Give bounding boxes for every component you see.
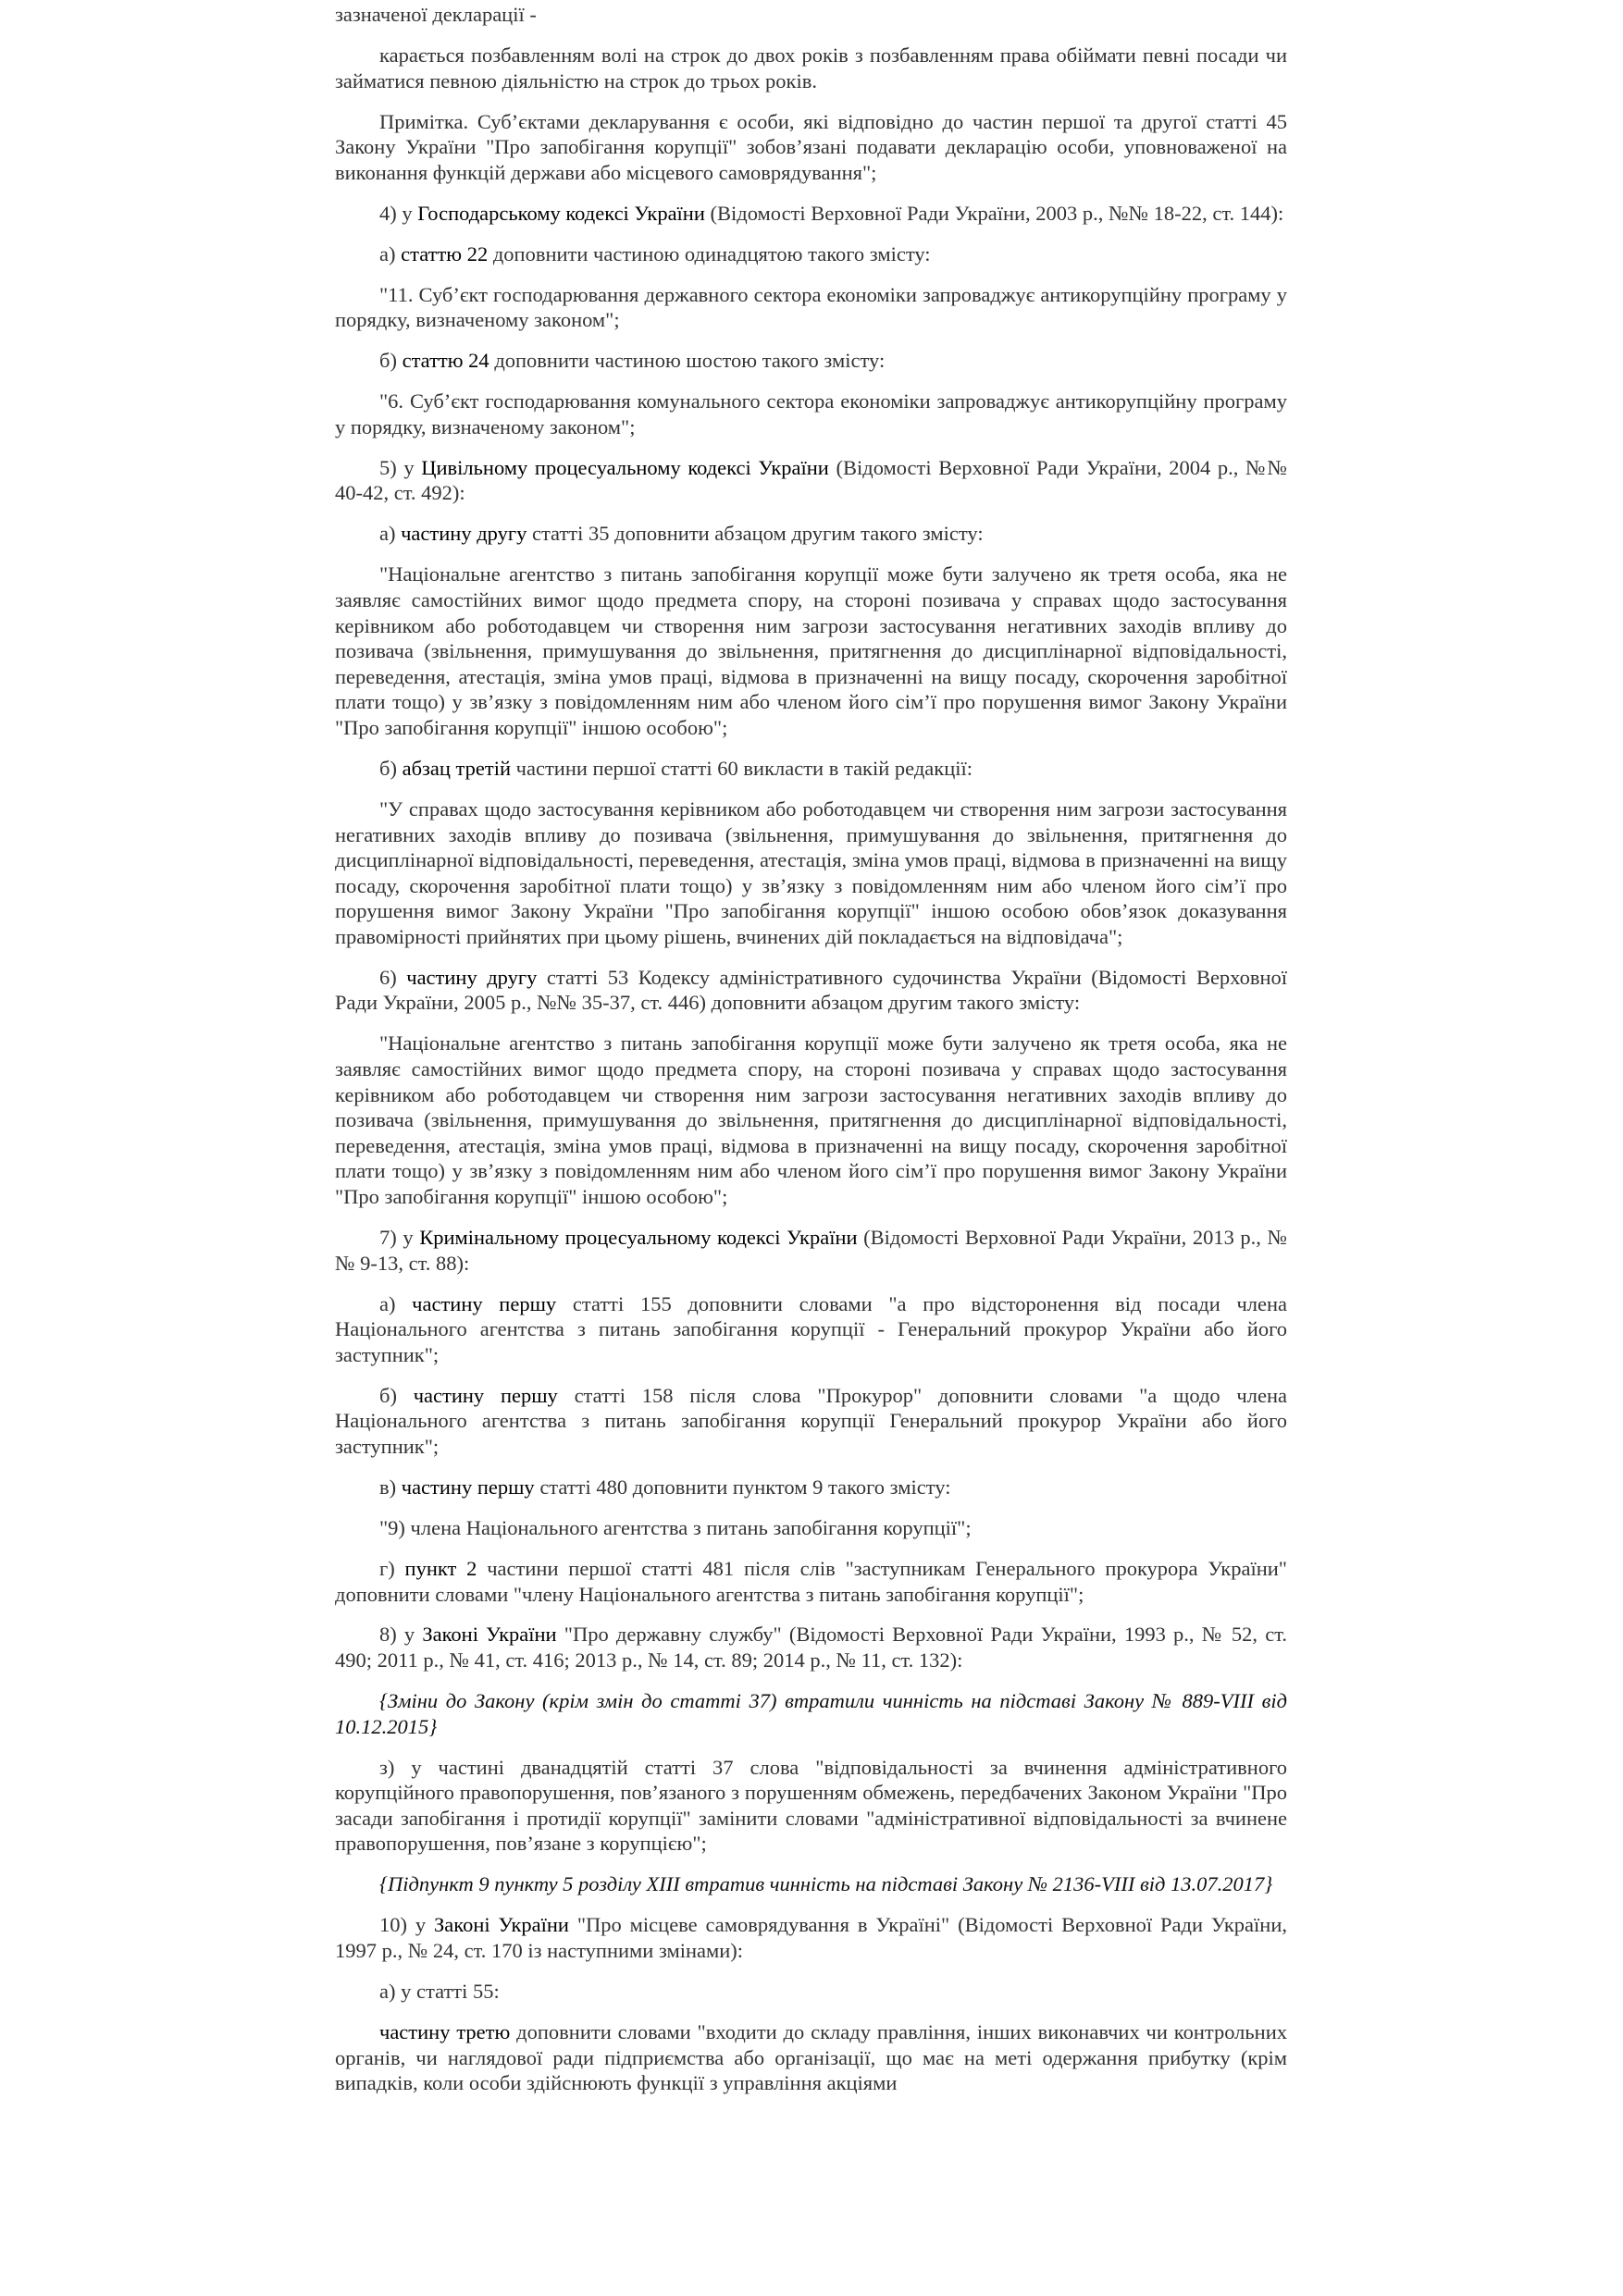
text-segment: "Про державну службу" (Відомості Верховної Ради України, 1993 р., № 52, ст. 490; 2011 р., № 41, ст. 416; 2013 р., № 14, ст. 89; 2014 р., № 11, ст. 132): xyxy=(335,1623,1287,1673)
paragraph xyxy=(335,1031,1287,1209)
text-segment: статті 35 доповнити абзацом другим такого змісту: xyxy=(527,522,984,546)
text-segment: "Національне агентство з питань запобігання корупції може бути залучено як третя особа, яка не заявляє самостійних вимог щодо предмета спору, на стороні позивача у справах щодо застосування керівником або роботодавцем чи створення ним загрози застосування негативних заходів впливу до позивача (звільнення, примушування до звільнення, притягнення до дисциплінарної відповідальності, переведення, атестація, зміна умов праці, відмова в призначенні на вищу посаду, скорочення заробітної плати тощо) у зв’язку з повідомленням ним або членом його сім’ї про порушення вимог Закону України "Про запобігання корупції" іншою особою"; xyxy=(335,1031,1287,1209)
text-segment: статті 53 Кодексу адміністративного судочинства України (Відомості Верховної Ради України, 2005 р., №№ 35-37, ст. 446) доповнити абзацом другим такого змісту: xyxy=(335,965,1287,1015)
text-segment: г) xyxy=(379,1556,405,1580)
document-page xyxy=(335,0,1287,2111)
law-reference-link[interactable]: частину першу xyxy=(413,1383,558,1407)
paragraph xyxy=(335,389,1287,439)
paragraph xyxy=(335,1225,1287,1276)
text-segment: "У справах щодо застосування керівником або роботодавцем чи створення ним загрози застосування негативних заходів впливу до позивача (звільнення, примушування до звільнення, притягнення до дисциплінарної відповідальності, переведення, атестація, зміна умов праці, відмова в призначенні на вищу посаду, скорочення заробітної плати тощо) у зв’язку з повідомленням ним або членом його сім’ї про порушення вимог Закону України "Про запобігання корупції" іншою особою обов’язок доказування правомірності прийнятих при цьому рішень, вчинених дій покладається на відповідача"; xyxy=(335,796,1287,948)
paragraph xyxy=(335,562,1287,740)
text-segment: з) у частині дванадцятій статті 37 слова "відповідальності за вчинення адміністративного корупційного правопорушення, пов’язаного з порушенням обмежень, передбачених Законом України "Про засади запобігання і протидії корупції" замінити словами "адміністративної відповідальності за вчинене правопорушення, пов’язане з корупцією"; xyxy=(335,1755,1287,1856)
paragraph xyxy=(335,1291,1287,1368)
paragraph xyxy=(335,965,1287,1016)
text-segment: (Відомості Верховної Ради України, 2004 р., №№ 40-42, ст. 492): xyxy=(335,455,1287,505)
text-segment: 4) у xyxy=(379,201,418,225)
text-segment: частини першої статті 60 викласти в такій редакції: xyxy=(511,756,973,780)
text-segment: 6) xyxy=(379,965,407,989)
law-reference-link[interactable]: Кримінальному процесуальному кодексі України xyxy=(419,1226,858,1250)
editorial-note xyxy=(335,1871,1287,1897)
editorial-note xyxy=(335,1688,1287,1739)
paragraph xyxy=(335,1755,1287,1857)
paragraph xyxy=(335,2019,1287,2096)
paragraph xyxy=(335,241,1287,267)
paragraph xyxy=(335,455,1287,506)
paragraph xyxy=(335,756,1287,782)
law-reference-link[interactable]: частину першу xyxy=(401,1475,535,1499)
paragraph xyxy=(335,796,1287,950)
paragraph xyxy=(335,1979,1287,2005)
paragraph xyxy=(335,521,1287,547)
text-segment: "Національне агентство з питань запобігання корупції може бути залучено як третя особа, яка не заявляє самостійних вимог щодо предмета спору, на стороні позивача у справах щодо застосування керівником або роботодавцем чи створення ним загрози застосування негативних заходів впливу до позивача (звільнення, примушування до звільнення, притягнення до дисциплінарної відповідальності, переведення, атестація, зміна умов праці, відмова в призначенні на вищу посаду, скорочення заробітної плати тощо) у зв’язку з повідомленням ним або членом його сім’ї про порушення вимог Закону України "Про запобігання корупції" іншою особою"; xyxy=(335,562,1287,739)
text-segment: а) у статті 55: xyxy=(379,1979,500,2003)
text-segment: Примітка. Суб’єктами декларування є особи, які відповідно до частин першої та другої статті 45 Закону України "Про запобігання корупції" зобов’язані подавати декларацію особи, уповноваженої на виконання функцій держави або місцевого самоврядування"; xyxy=(335,109,1287,184)
paragraph xyxy=(335,1515,1287,1541)
text-segment: б) xyxy=(379,349,403,373)
law-reference-link[interactable]: Законі України xyxy=(434,1913,569,1937)
text-segment: "Про місцеве самоврядування в Україні" (Відомості Верховної Ради України, 1997 р., № 24, ст. 170 із наступними змінами): xyxy=(335,1913,1287,1962)
text-segment: в) xyxy=(379,1475,402,1499)
paragraph xyxy=(335,1383,1287,1460)
paragraph xyxy=(335,348,1287,374)
paragraph xyxy=(335,1475,1287,1500)
law-reference-link[interactable]: статтю 22 xyxy=(401,241,489,265)
text-segment: {Зміни до Закону (крім змін до статті 37) втратили чинність на підставі Закону № 889-VIII від 10.12.2015} xyxy=(335,1689,1287,1738)
text-segment: статті 480 доповнити пунктом 9 такого змісту: xyxy=(534,1475,951,1499)
paragraph xyxy=(335,201,1287,227)
paragraph xyxy=(335,1556,1287,1607)
paragraph xyxy=(335,2,1287,28)
law-reference-link[interactable]: пункт 2 xyxy=(404,1556,477,1580)
paragraph xyxy=(335,1912,1287,1963)
text-segment: статті 155 доповнити словами "а про відсторонення від посади члена Національного агентства з питань запобігання корупції - Генеральний прокурор України або його заступник"; xyxy=(335,1291,1288,1366)
text-segment: 5) у xyxy=(379,455,422,479)
text-segment: б) xyxy=(379,1383,414,1407)
text-segment: частини першої статті 481 після слів "заступникам Генерального прокурора України" доповнити словами "члену Національного агентства з питань запобігання корупції"; xyxy=(335,1556,1287,1606)
text-segment: доповнити словами "входити до складу правління, інших виконавчих чи контрольних органів, чи наглядової ради підприємства або організації, що має на меті одержання прибутку (крім випадків, коли особи здійснюють функції з управління акціями xyxy=(335,2019,1287,2095)
text-segment: "11. Суб’єкт господарювання державного сектора економіки запроваджує антикорупційну програму у порядку, визначеному законом"; xyxy=(335,282,1287,332)
text-segment: карається позбавленням волі на строк до двох років з позбавленням права обіймати певні посади чи займатися певною діяльністю на строк до трьох років. xyxy=(335,43,1287,93)
text-segment: б) xyxy=(379,756,403,780)
text-segment: доповнити частиною одинадцятою такого змісту: xyxy=(488,241,931,265)
law-reference-link[interactable]: статтю 24 xyxy=(402,349,489,373)
paragraph xyxy=(335,43,1287,93)
law-reference-link[interactable]: абзац третій xyxy=(402,756,512,780)
text-segment: "6. Суб’єкт господарювання комунального сектора економіки запроваджує антикорупційну програму у порядку, визначеному законом"; xyxy=(335,389,1287,438)
text-segment: доповнити частиною шостою такого змісту: xyxy=(489,349,886,373)
law-reference-link[interactable]: Цивільному процесуальному кодексі України xyxy=(421,455,829,479)
law-reference-link[interactable]: частину другу xyxy=(406,965,538,989)
law-reference-link[interactable]: частину першу xyxy=(412,1291,557,1315)
text-segment: 7) у xyxy=(379,1226,420,1250)
text-segment: зазначеної декларації - xyxy=(335,3,537,26)
paragraph xyxy=(335,109,1287,186)
text-segment: статті 158 після слова "Прокурор" доповнити словами "а щодо члена Національного агентства з питань запобігання корупції Генеральний прокурор України або його заступник"; xyxy=(335,1383,1287,1458)
text-segment: (Відомості Верховної Ради України, 2003 р., №№ 18-22, ст. 144): xyxy=(704,201,1284,225)
text-segment: "9) члена Національного агентства з питань запобігання корупції"; xyxy=(379,1515,972,1539)
law-reference-link[interactable]: частину третю xyxy=(379,2019,511,2043)
text-segment: (Відомості Верховної Ради України, 2013 р., №№ 9-13, ст. 88): xyxy=(335,1226,1287,1275)
text-segment: а) xyxy=(379,522,402,546)
paragraph xyxy=(335,1622,1287,1673)
law-reference-link[interactable]: частину другу xyxy=(401,522,527,546)
paragraph xyxy=(335,282,1287,333)
text-segment: 8) у xyxy=(379,1623,423,1647)
law-reference-link[interactable]: Законі України xyxy=(422,1623,557,1647)
text-segment: 10) у xyxy=(379,1913,435,1937)
text-segment: а) xyxy=(379,241,402,265)
law-reference-link[interactable]: Господарському кодексі України xyxy=(417,201,705,225)
text-segment: {Підпункт 9 пункту 5 розділу XIII втратив чинність на підставі Закону № 2136-VIII від 13.07.2017} xyxy=(379,1872,1273,1896)
text-segment: а) xyxy=(379,1291,413,1315)
